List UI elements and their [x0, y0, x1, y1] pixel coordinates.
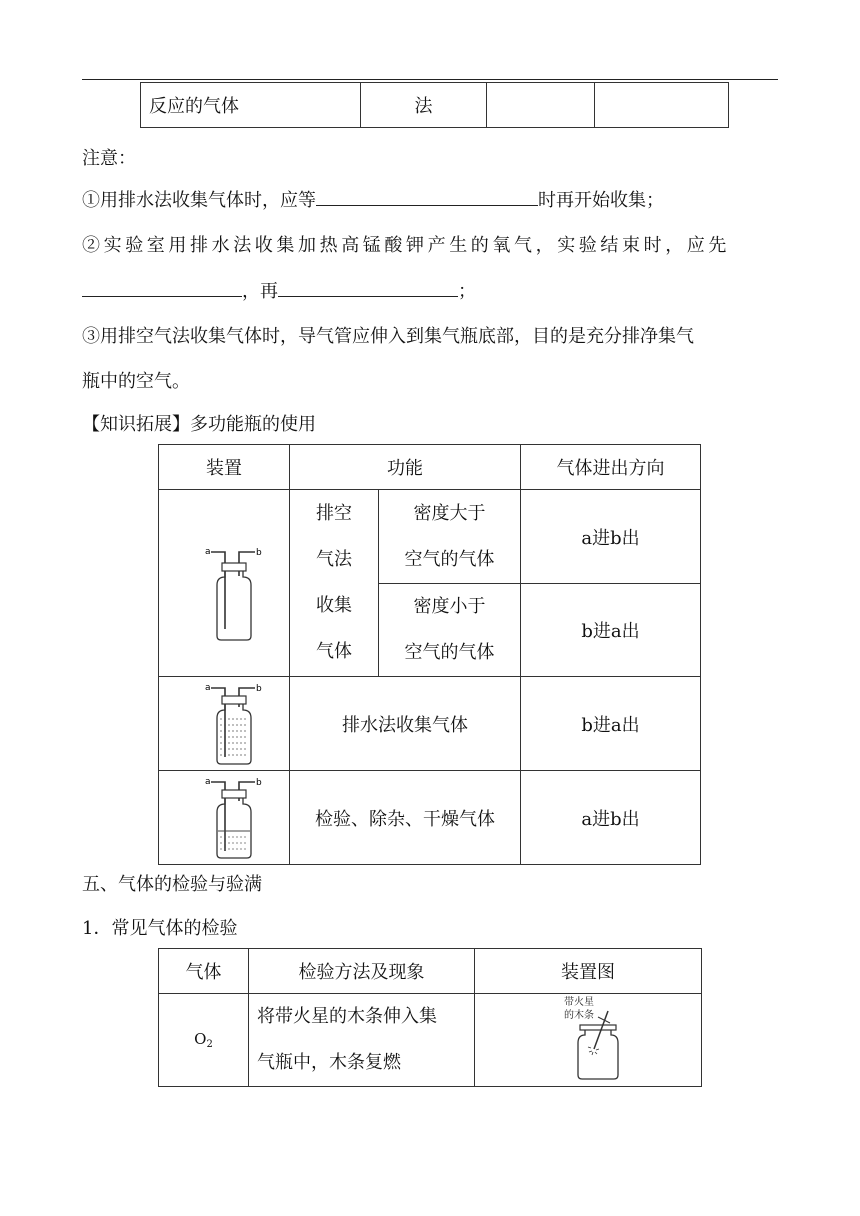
header-function: 功能 — [290, 445, 521, 490]
bottle-test-figure — [159, 771, 290, 865]
label-b: b — [256, 547, 262, 558]
knowledge-extension-heading: 【知识拓展】多功能瓶的使用 — [82, 414, 316, 435]
light-line-1: 密度小于 — [413, 596, 486, 617]
gas-test-table — [158, 948, 702, 1087]
header-device: 装置 — [159, 445, 290, 490]
glowing-splint-bottle-icon — [528, 995, 648, 1081]
top-cell-4 — [595, 83, 729, 128]
density-greater-cell — [379, 490, 521, 584]
light-line-2: 空气的气体 — [404, 642, 495, 663]
fig-label-2: 的木条 — [564, 1009, 594, 1021]
note-1-blank — [316, 189, 538, 206]
air-method-1: 排空 — [316, 503, 352, 524]
label-a: a — [205, 546, 211, 557]
air-method-4: 气体 — [316, 641, 352, 662]
gas-subscript: 2 — [206, 1039, 213, 1050]
header-rule — [82, 79, 778, 80]
note-2-blank-1 — [82, 280, 242, 297]
gas-bottle-empty-icon — [169, 521, 279, 641]
bottle-water-figure — [159, 677, 290, 771]
top-cell-1: 反应的气体 — [141, 83, 361, 128]
label-b-water: b — [256, 684, 262, 694]
dense-line-2: 空气的气体 — [404, 548, 495, 570]
gas-method-cell — [249, 994, 475, 1087]
gas-bottle-water-icon — [169, 677, 279, 765]
gas-name-cell — [159, 994, 249, 1087]
air-method-2: 气法 — [316, 549, 352, 570]
fig-label-1: 带火星 — [564, 996, 594, 1008]
gas-bottle-liquid-icon — [169, 771, 279, 859]
note-2-mid: ，再 — [242, 281, 278, 302]
top-cell-3 — [487, 83, 595, 128]
subsection-1-heading: 1．常见气体的检验 — [82, 918, 238, 939]
bottle-empty-figure — [159, 490, 290, 677]
section-5-heading: 五、气体的检验与验满 — [82, 874, 262, 895]
note-2-line-1: ②实验室用排水法收集加热高锰酸钾产生的氧气，实验结束时，应先 — [82, 235, 730, 256]
test-method-cell: 检验、除杂、干燥气体 — [290, 771, 521, 865]
density-less-cell — [379, 584, 521, 677]
notes-heading: 注意： — [82, 148, 136, 169]
gas-figure-cell — [475, 994, 702, 1087]
label-b-test: b — [256, 778, 262, 788]
direction-3: b进a出 — [521, 677, 701, 771]
note-2-blank-2 — [278, 280, 458, 297]
top-table — [140, 82, 729, 128]
air-method-cell — [290, 490, 379, 677]
note-1 — [82, 186, 664, 212]
label-a-test: a — [205, 777, 211, 787]
note-2-end: ； — [458, 281, 476, 302]
method-line-2: 气瓶中，木条复燃 — [257, 1052, 401, 1073]
water-method-cell: 排水法收集气体 — [290, 677, 521, 771]
direction-4: a进b出 — [521, 771, 701, 865]
header-gas: 气体 — [159, 949, 249, 994]
header-figure: 装置图 — [475, 949, 702, 994]
direction-1: a进b出 — [521, 490, 701, 584]
note-1-post: 时再开始收集； — [538, 190, 664, 211]
direction-2: b进a出 — [521, 584, 701, 677]
gas-symbol: O — [194, 1030, 207, 1048]
note-3-line-1: ③用排空气法收集气体时，导气管应伸入到集气瓶底部，目的是充分排净集气 — [82, 326, 694, 347]
header-direction: 气体进出方向 — [521, 445, 701, 490]
dense-line-1: 密度大于 — [413, 502, 486, 524]
note-2-line-2 — [82, 277, 476, 303]
top-cell-2: 法 — [361, 83, 487, 128]
note-1-pre: ①用排水法收集气体时，应等 — [82, 190, 316, 211]
note-3-line-2: 瓶中的空气。 — [82, 371, 190, 392]
method-line-1: 将带火星的木条伸入集 — [257, 1006, 437, 1027]
header-method: 检验方法及现象 — [249, 949, 475, 994]
label-a-water: a — [205, 683, 211, 693]
air-method-3: 收集 — [316, 595, 352, 616]
bottle-table — [158, 444, 701, 865]
